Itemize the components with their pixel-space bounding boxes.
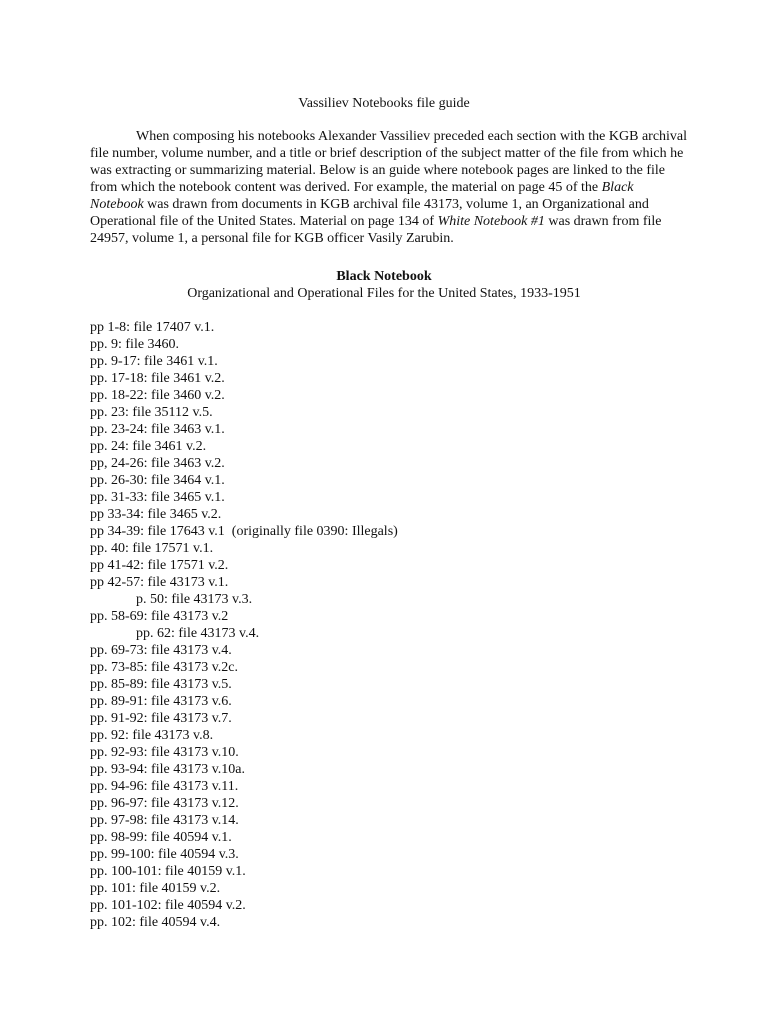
list-item: pp 34-39: file 17643 v.1 (originally file 0390: Illegals) <box>90 524 398 539</box>
intro-line-4-text: from which the notebook content was derived. For example, the material on page 45 of the <box>90 180 602 195</box>
list-item: pp. 101: file 40159 v.2. <box>90 881 221 896</box>
list-item: pp. 89-91: file 43173 v.6. <box>90 694 232 709</box>
list-item: pp. 101-102: file 40594 v.2. <box>90 898 246 913</box>
list-item: pp 33-34: file 3465 v.2. <box>90 507 222 522</box>
list-item: pp. 26-30: file 3464 v.1. <box>90 473 225 488</box>
intro-line-6-text-a: Operational file of the United States. Material on page 134 of <box>90 214 438 229</box>
intro-line-5 <box>90 196 690 213</box>
document-title: Vassiliev Notebooks file guide <box>298 96 470 111</box>
intro-line-6-text-b: was drawn from file <box>544 214 662 229</box>
section-title: Black Notebook <box>336 269 432 284</box>
section-subtitle: Organizational and Operational Files for the United States, 1933-1951 <box>187 286 581 301</box>
list-item: pp. 18-22: file 3460 v.2. <box>90 388 225 403</box>
intro-line-3: was extracting or summarizing material. Below is an guide where notebook pages are linked to the file <box>90 163 665 178</box>
list-item: pp. 96-97: file 43173 v.12. <box>90 796 239 811</box>
list-item: pp. 99-100: file 40594 v.3. <box>90 847 239 862</box>
list-item: pp. 102: file 40594 v.4. <box>90 915 221 930</box>
list-item: pp. 40: file 17571 v.1. <box>90 541 214 556</box>
intro-line-7: 24957, volume 1, a personal file for KGB officer Vasily Zarubin. <box>90 231 454 246</box>
list-item: pp. 73-85: file 43173 v.2c. <box>90 660 239 675</box>
list-item: pp. 69-73: file 43173 v.4. <box>90 643 232 658</box>
list-item: pp. 93-94: file 43173 v.10a. <box>90 762 246 777</box>
intro-black-notebook-italic-a: Black <box>601 180 634 195</box>
list-item: pp 1-8: file 17407 v.1. <box>90 320 215 335</box>
list-item: pp. 58-69: file 43173 v.2 <box>90 609 229 624</box>
list-item: pp. 92: file 43173 v.8. <box>90 728 214 743</box>
intro-line-4 <box>90 179 690 196</box>
list-item: pp 42-57: file 43173 v.1. <box>90 575 229 590</box>
list-item: pp. 91-92: file 43173 v.7. <box>90 711 232 726</box>
list-item: pp. 62: file 43173 v.4. <box>136 626 260 641</box>
list-item: pp. 17-18: file 3461 v.2. <box>90 371 225 386</box>
list-item: pp 41-42: file 17571 v.2. <box>90 558 229 573</box>
intro-line-1: When composing his notebooks Alexander Vassiliev preceded each section with the KGB archival <box>136 129 688 144</box>
intro-white-notebook-italic: White Notebook #1 <box>437 214 545 229</box>
file-entry-list <box>90 319 398 931</box>
list-item: p. 50: file 43173 v.3. <box>136 592 253 607</box>
list-item: pp. 100-101: file 40159 v.1. <box>90 864 246 879</box>
list-item: pp. 23-24: file 3463 v.1. <box>90 422 225 437</box>
list-item: pp, 24-26: file 3463 v.2. <box>90 456 225 471</box>
list-item: pp. 98-99: file 40594 v.1. <box>90 830 232 845</box>
list-item: pp. 92-93: file 43173 v.10. <box>90 745 239 760</box>
intro-line-6 <box>90 213 690 230</box>
list-item: pp. 23: file 35112 v.5. <box>90 405 213 420</box>
list-item: pp. 9: file 3460. <box>90 337 180 352</box>
list-item: pp. 9-17: file 3461 v.1. <box>90 354 218 369</box>
list-item: pp. 85-89: file 43173 v.5. <box>90 677 232 692</box>
intro-black-notebook-italic-b: Notebook <box>90 197 144 212</box>
list-item: pp. 24: file 3461 v.2. <box>90 439 207 454</box>
intro-line-2: file number, volume number, and a title or brief description of the subject matter of the file from which he <box>90 146 684 161</box>
intro-paragraph <box>90 128 690 247</box>
list-item: pp. 97-98: file 43173 v.14. <box>90 813 239 828</box>
list-item: pp. 31-33: file 3465 v.1. <box>90 490 225 505</box>
intro-line-5-text: was drawn from documents in KGB archival file 43173, volume 1, an Organizational and <box>143 197 649 212</box>
list-item: pp. 94-96: file 43173 v.11. <box>90 779 239 794</box>
